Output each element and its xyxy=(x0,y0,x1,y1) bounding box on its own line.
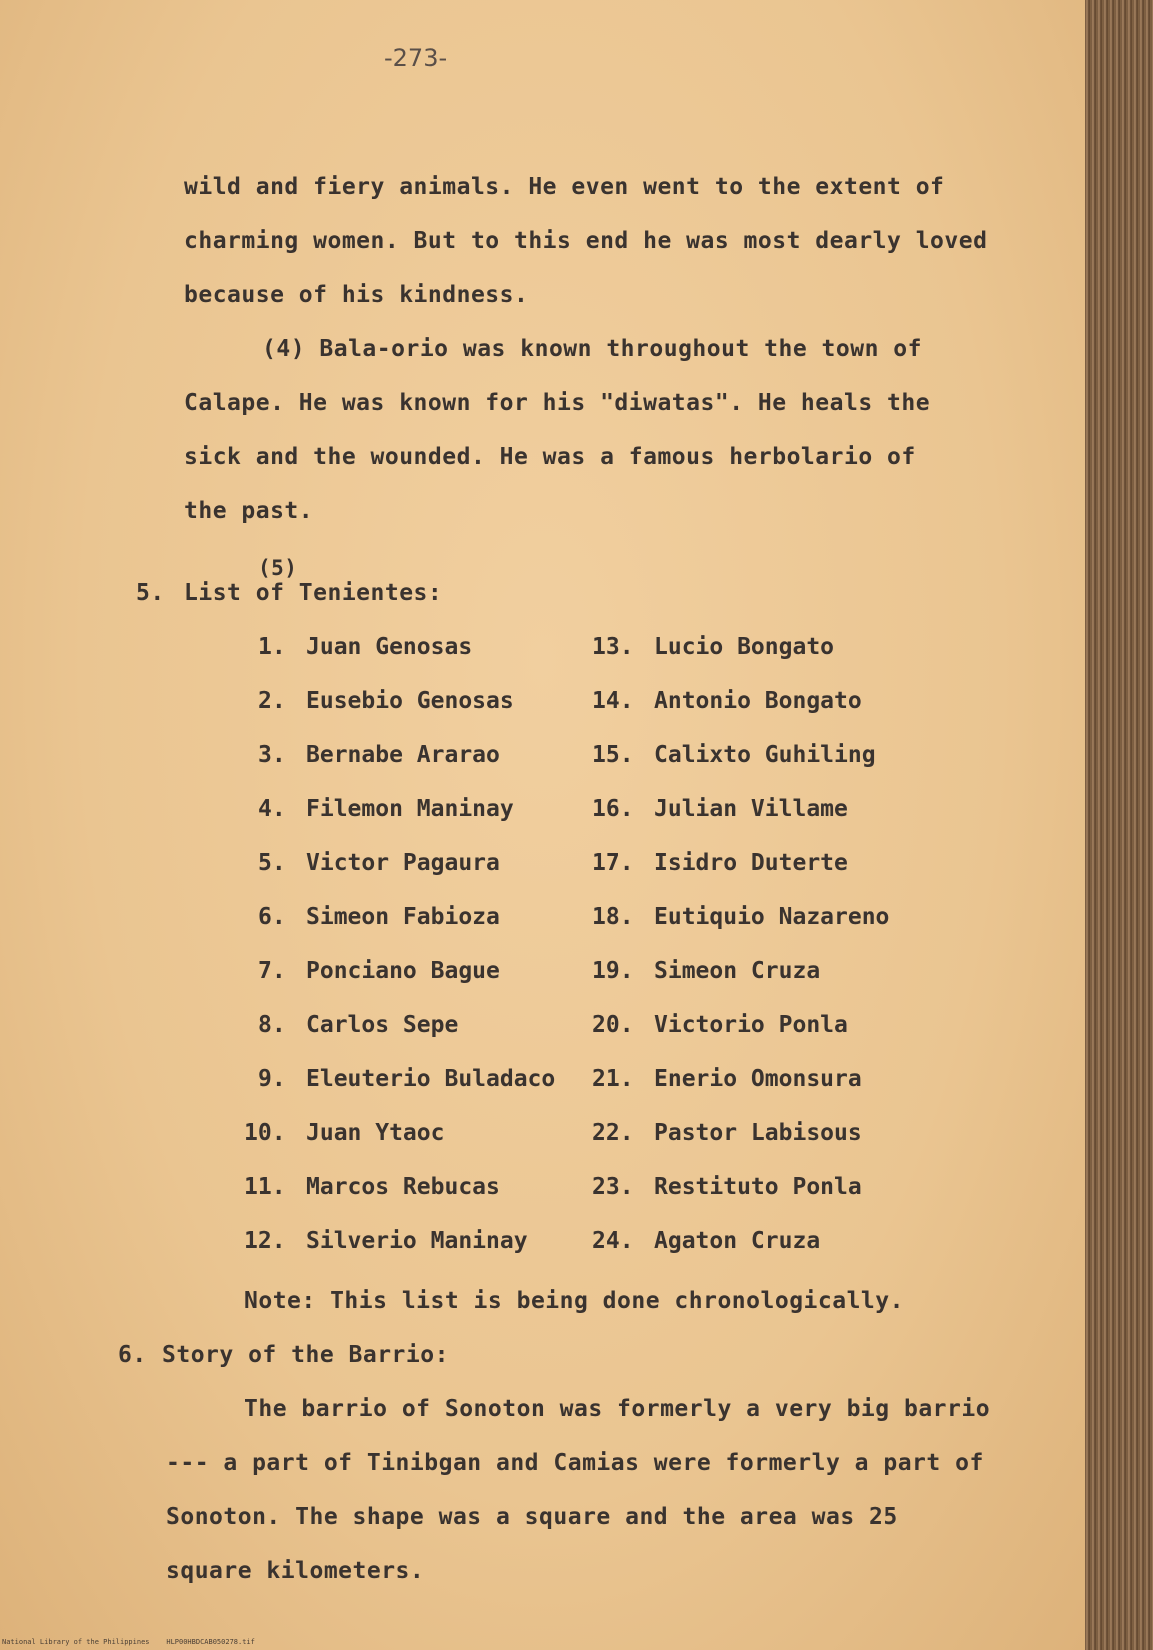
teniente-number: 2. xyxy=(258,688,286,714)
teniente-name: Victorio Ponla xyxy=(654,1012,848,1038)
teniente-name: Lucio Bongato xyxy=(654,634,835,660)
teniente-number: 8. xyxy=(258,1012,286,1038)
teniente-number: 19. xyxy=(592,958,634,984)
teniente-number: 5. xyxy=(258,850,286,876)
teniente-number: 21. xyxy=(592,1066,634,1092)
teniente-number: 3. xyxy=(258,742,286,768)
teniente-name: Bernabe Ararao xyxy=(306,742,500,768)
section-heading: List of Tenientes: xyxy=(184,580,443,606)
teniente-number: 4. xyxy=(258,796,286,822)
section-number: 6. xyxy=(118,1342,147,1368)
teniente-name: Juan Genosas xyxy=(306,634,473,660)
teniente-name: Juan Ytaoc xyxy=(306,1120,445,1146)
teniente-number: 13. xyxy=(592,634,634,660)
teniente-number: 20. xyxy=(592,1012,634,1038)
teniente-number: 9. xyxy=(258,1066,286,1092)
section-number: 5. xyxy=(136,580,165,606)
teniente-name: Ponciano Bague xyxy=(306,958,500,984)
page-edge-stack xyxy=(1085,0,1153,1650)
teniente-name: Eusebio Genosas xyxy=(306,688,514,714)
text-line: (4) Bala-orio was known throughout the town of xyxy=(262,336,922,362)
teniente-number: 6. xyxy=(258,904,286,930)
teniente-number: 17. xyxy=(592,850,634,876)
text-line: sick and the wounded. He was a famous herbolario of xyxy=(184,444,916,470)
text-line: --- a part of Tinibgan and Camias were formerly a part of xyxy=(166,1450,984,1476)
teniente-name: Eutiquio Nazareno xyxy=(654,904,890,930)
text-line: because of his kindness. xyxy=(184,282,529,308)
teniente-number: 10. xyxy=(244,1120,286,1146)
teniente-number: 15. xyxy=(592,742,634,768)
text-line: The barrio of Sonoton was formerly a very big barrio xyxy=(244,1396,991,1422)
teniente-number: 16. xyxy=(592,796,634,822)
teniente-name: Silverio Maninay xyxy=(306,1228,528,1254)
teniente-number: 24. xyxy=(592,1228,634,1254)
teniente-number: 14. xyxy=(592,688,634,714)
page-number: -273- xyxy=(384,44,448,72)
section-heading: Story of the Barrio: xyxy=(162,1342,449,1368)
list-note: Note: This list is being done chronologically. xyxy=(244,1288,904,1314)
teniente-name: Simeon Fabioza xyxy=(306,904,500,930)
teniente-name: Enerio Omonsura xyxy=(654,1066,862,1092)
teniente-name: Agaton Cruza xyxy=(654,1228,821,1254)
teniente-name: Simeon Cruza xyxy=(654,958,821,984)
teniente-name: Carlos Sepe xyxy=(306,1012,459,1038)
section-marker: (5) xyxy=(258,556,298,580)
text-line: the past. xyxy=(184,498,314,524)
teniente-name: Restituto Ponla xyxy=(654,1174,862,1200)
teniente-name: Antonio Bongato xyxy=(654,688,862,714)
teniente-number: 12. xyxy=(244,1228,286,1254)
archive-footer: National Library of the Philippines HLP00HBDCAB050278.tif xyxy=(2,1638,255,1646)
teniente-name: Julian Villame xyxy=(654,796,848,822)
text-line: Calape. He was known for his "diwatas". He heals the xyxy=(184,390,931,416)
teniente-name: Calixto Guhiling xyxy=(654,742,876,768)
teniente-name: Filemon Maninay xyxy=(306,796,514,822)
text-line: Sonoton. The shape was a square and the area was 25 xyxy=(166,1504,898,1530)
teniente-name: Marcos Rebucas xyxy=(306,1174,500,1200)
teniente-number: 18. xyxy=(592,904,634,930)
teniente-name: Victor Pagaura xyxy=(306,850,500,876)
teniente-number: 22. xyxy=(592,1120,634,1146)
teniente-number: 11. xyxy=(244,1174,286,1200)
text-line: wild and fiery animals. He even went to the extent of xyxy=(184,174,945,200)
text-line: charming women. But to this end he was most dearly loved xyxy=(184,228,988,254)
teniente-number: 7. xyxy=(258,958,286,984)
teniente-number: 1. xyxy=(258,634,286,660)
teniente-name: Isidro Duterte xyxy=(654,850,848,876)
text-line: square kilometers. xyxy=(166,1558,425,1584)
teniente-name: Pastor Labisous xyxy=(654,1120,862,1146)
teniente-number: 23. xyxy=(592,1174,634,1200)
teniente-name: Eleuterio Buladaco xyxy=(306,1066,556,1092)
